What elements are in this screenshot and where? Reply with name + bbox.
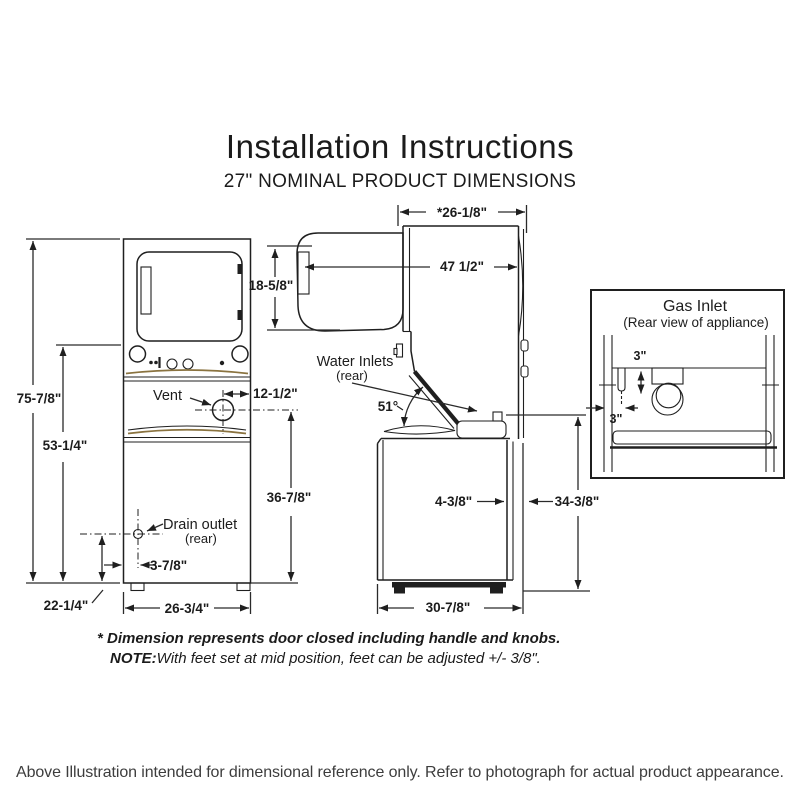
dim-door-open-depth bbox=[305, 259, 517, 274]
door-hinge-bottom bbox=[238, 310, 243, 320]
dim-door-height bbox=[249, 246, 340, 330]
open-dryer-door bbox=[297, 233, 403, 331]
left-foot bbox=[131, 583, 144, 591]
side-view bbox=[249, 205, 600, 615]
door-hinge-top bbox=[238, 264, 243, 274]
washer-foot-front bbox=[394, 588, 405, 594]
drain-label: Drain outlet bbox=[163, 517, 238, 533]
lid-angle-label: 51° bbox=[377, 399, 399, 414]
gas-inlet-subtitle: (Rear view of appliance) bbox=[623, 315, 769, 330]
dim-drain-offset-label: 3-7/8" bbox=[150, 558, 188, 573]
gas-inlet-title: Gas Inlet bbox=[662, 298, 728, 315]
gas-dim-vertical-label: 3" bbox=[633, 349, 647, 363]
dim-vent-to-floor bbox=[251, 412, 311, 583]
dim-washer-section-height bbox=[43, 345, 121, 581]
dim-door-height-label: 18-5/8" bbox=[248, 278, 294, 293]
front-view bbox=[17, 239, 312, 616]
dim-washer-height-side bbox=[506, 415, 599, 614]
note-line-1: * Dimension represents door closed including handle and knobs. bbox=[97, 630, 561, 647]
dim-drain-height bbox=[44, 536, 103, 613]
washer-foot-rear bbox=[490, 588, 503, 594]
dim-total-height-label: 75-7/8" bbox=[16, 391, 62, 406]
dim-rear-offset bbox=[435, 494, 504, 509]
water-inlets-label: Water Inlets bbox=[316, 354, 394, 370]
control-dial-1 bbox=[167, 359, 177, 369]
vent-callout bbox=[153, 386, 298, 434]
note-text: With feet set at mid position, feet can be adjusted +/- 3/8". bbox=[156, 650, 541, 667]
open-lid bbox=[415, 372, 462, 428]
inlet-cap bbox=[493, 412, 502, 421]
dim-door-open-label: 47 1/2" bbox=[440, 259, 484, 274]
indicator-dot-3 bbox=[220, 361, 224, 365]
indicator-dot-2 bbox=[154, 361, 158, 365]
water-inlets-arrow bbox=[352, 383, 477, 411]
dim-washer-height-label: 53-1/4" bbox=[42, 438, 88, 453]
dim-drain-height-label: 22-1/4" bbox=[43, 598, 89, 613]
dryer-door bbox=[137, 252, 242, 341]
dim-base-depth-label: 30-7/8" bbox=[425, 600, 471, 615]
notes-block bbox=[97, 629, 657, 669]
right-knob bbox=[232, 346, 248, 362]
dimension-diagram bbox=[0, 190, 800, 630]
dryer-door-handle bbox=[141, 267, 151, 314]
rear-hinge-bottom bbox=[521, 366, 528, 377]
dim-front-width-label: 26-3/4" bbox=[164, 601, 210, 616]
dim-vent-to-floor-label: 36-7/8" bbox=[266, 490, 312, 505]
dim-height-label: 34-3/8" bbox=[554, 494, 600, 509]
base-strip bbox=[392, 582, 506, 588]
dim-depth-label: *26-1/8" bbox=[437, 205, 487, 220]
door-open-outline bbox=[297, 233, 403, 331]
right-foot bbox=[237, 583, 250, 591]
washer-lid-open bbox=[317, 354, 477, 429]
note-line-2 bbox=[97, 649, 657, 669]
dim-rear-offset-label: 4-3/8" bbox=[435, 494, 473, 509]
indicator-dot-1 bbox=[149, 361, 153, 365]
gold-trim-lower bbox=[128, 430, 246, 434]
door-handle-side bbox=[298, 252, 309, 294]
rear-console bbox=[457, 421, 506, 438]
left-knob bbox=[130, 346, 146, 362]
lid-angle-arc bbox=[404, 387, 423, 426]
dim-front-width bbox=[124, 592, 251, 616]
water-inlets-sublabel: (rear) bbox=[336, 368, 368, 383]
dim-total-height bbox=[17, 239, 120, 583]
gold-trim-upper bbox=[126, 370, 248, 374]
page-title: Installation Instructions bbox=[225, 128, 575, 165]
closed-lid-profile bbox=[384, 426, 455, 434]
gas-inlet-detail bbox=[586, 290, 784, 478]
note-label: NOTE: bbox=[110, 650, 157, 667]
drain-sublabel: (rear) bbox=[185, 531, 217, 546]
gas-dim-horizontal-label: 3" bbox=[609, 412, 623, 426]
drain-callout bbox=[80, 509, 237, 573]
control-dial-2 bbox=[183, 359, 193, 369]
dim-depth bbox=[398, 205, 527, 233]
footer-disclaimer: Above Illustration intended for dimensional reference only. Refer to photograph for actual product appearance. bbox=[16, 764, 784, 781]
dim-vent-offset-label: 12-1/2" bbox=[253, 386, 298, 401]
rear-hinge-top bbox=[521, 340, 528, 351]
vent-label: Vent bbox=[153, 388, 183, 404]
page-subtitle: 27" NOMINAL PRODUCT DIMENSIONS bbox=[223, 171, 577, 192]
